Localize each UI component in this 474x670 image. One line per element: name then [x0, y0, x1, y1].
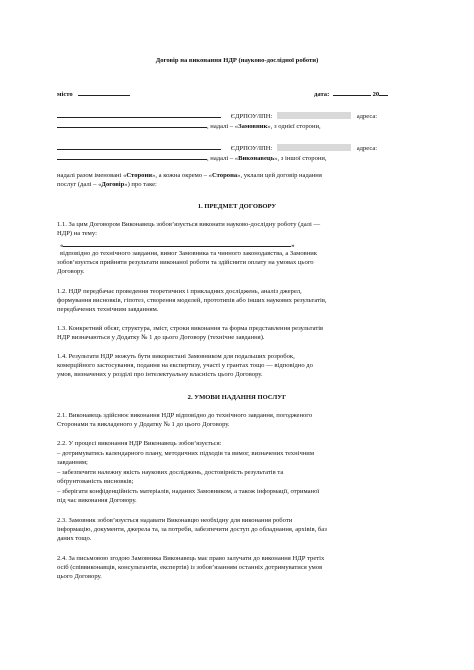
party1-address-blank[interactable]: [57, 121, 207, 128]
p23-line1: 2.3. Замовник зобов’язується надавати Виконавцю необхідну для виконання роботи: [57, 517, 293, 524]
party1-edrpou-field[interactable]: [277, 112, 351, 119]
p11-line2: НДР) на тему:: [57, 230, 97, 237]
party2-hereinafter: , надалі – «: [207, 155, 239, 162]
p14-line1: 1.4. Результати НДР можуть бути використані Замовником для подальших розробок,: [57, 353, 295, 360]
p22-line2: – дотримуватись календарного плану, методичних підходів та вимог, визначених технічним: [57, 450, 315, 457]
topic-blank[interactable]: [63, 240, 291, 247]
p11-line6: Договору.: [57, 268, 85, 275]
p22-line1: 2.2. У процесі виконання НДР Виконавець зобов’язується:: [57, 440, 222, 447]
p14-line2: комерційного застосування, подання на експертизу, участі у грантах тощо — відповідно до: [57, 362, 313, 369]
date-label: дата:: [314, 91, 330, 98]
place-blank[interactable]: [78, 89, 130, 96]
party1-role: Замовник: [238, 123, 268, 130]
section1-heading: 1. ПРЕДМЕТ ДОГОВОРУ: [197, 203, 277, 210]
p11-line4: відповідно до технічного завдання, вимог Замовника та чинного законодавства, а Замовник: [60, 250, 317, 257]
p21-line1: 2.1. Виконавець здійснює виконання НДР відповідно до технічного завдання, погодженого: [57, 412, 313, 419]
p12-line1: 1.2. НДР передбачає проведення теоретичних і прикладних досліджень, аналіз джерел,: [57, 288, 302, 295]
party2-role: Виконавець: [238, 155, 275, 162]
party1-hereinafter: , надалі – «: [207, 123, 239, 130]
party1-address-label: адреса:: [356, 113, 378, 120]
party1-side-text: », з однієї сторони,: [267, 123, 321, 130]
party2-edrpou-label: ЄДРПОУ/ІПН:: [230, 145, 273, 152]
party2-line1: [57, 143, 377, 153]
p23-line3: даних тощо.: [57, 535, 92, 542]
p13-line2: НДР визначаються у Додатку № 1 до цього Договору (технічне завдання).: [57, 334, 265, 341]
intro-line1: надалі разом іменовані «Сторони», а кожна окремо – «Сторона», уклали цей договір надання: [57, 172, 322, 179]
party1-line1: [57, 111, 377, 121]
p24-line2: осіб (співвиконавців, консультантів, експертів) із зобов’язанням останніх дотримуватися умов: [57, 564, 323, 571]
party1-edrpou-label: ЄДРПОУ/ІПН:: [230, 113, 273, 120]
date-row: [314, 89, 388, 99]
party2-address-blank[interactable]: [57, 153, 207, 160]
year-blank[interactable]: [379, 89, 388, 96]
p23-line2: інформацію, документи, джерела та, за потреби, забезпечити доступ до обладнання, архівів, баз: [57, 526, 327, 533]
p11-topic-line: « »: [60, 242, 295, 249]
p22-line4: – забезпечити належну якість наукових досліджень, достовірність результатів та: [57, 469, 284, 476]
p22-line5: обґрунтованість висновків;: [57, 478, 134, 485]
party2-line2: [57, 153, 327, 163]
p12-line2: формування висновків, гіпотез, створення моделей, прототипів або інших наукових результатів,: [57, 297, 327, 304]
party2-address-label: адреса:: [356, 145, 378, 152]
p22-line7: під час виконання Договору.: [57, 497, 137, 504]
p21-line2: Сторонами та викладеного у Додатку № 1 до цього Договору.: [57, 421, 230, 428]
p24-line1: 2.4. За письмовою згодою Замовника Виконавець має право залучати до виконання НДР третіх: [57, 555, 325, 562]
p12-line3: передбачених технічним завданням.: [57, 306, 159, 313]
p11-line5: зобов’язується прийняти результати виконаної роботи та здійснити оплату на умовах цього: [57, 259, 314, 266]
place-row: [57, 89, 130, 99]
party1-line2: [57, 121, 321, 131]
intro-line2: послуг (далі – «Договір») про таке:: [57, 181, 157, 188]
party1-name-blank[interactable]: [57, 111, 221, 118]
party2-name-blank[interactable]: [57, 143, 221, 150]
section2-heading: 2. УМОВИ НАДАННЯ ПОСЛУГ: [187, 394, 287, 401]
party2-edrpou-field[interactable]: [277, 144, 351, 151]
p24-line3: цього Договору.: [57, 573, 102, 580]
document-title: Договір на виконання НДР (науково-дослідної роботи): [155, 57, 319, 64]
party2-side-text: », з іншої сторони,: [274, 155, 327, 162]
place-label: місто: [57, 91, 73, 98]
date-year: 20: [372, 91, 380, 98]
p13-line1: 1.3. Конкретний обсяг, структура, зміст, строки виконання та форма представлення результатів: [57, 325, 324, 332]
p22-line6: – зберігати конфіденційність матеріалів, наданих Замовником, а також інформації, отриманої: [57, 488, 320, 495]
p14-line3: умов, визначених у розділі про інтелектуальну власність цього Договору.: [57, 371, 263, 378]
p22-line3: завданням;: [57, 459, 88, 466]
p11-line1: 1.1. За цим Договором Виконавець зобов’язується виконати науково-дослідну роботу (далі —: [57, 221, 321, 228]
date-blank[interactable]: [333, 89, 371, 96]
